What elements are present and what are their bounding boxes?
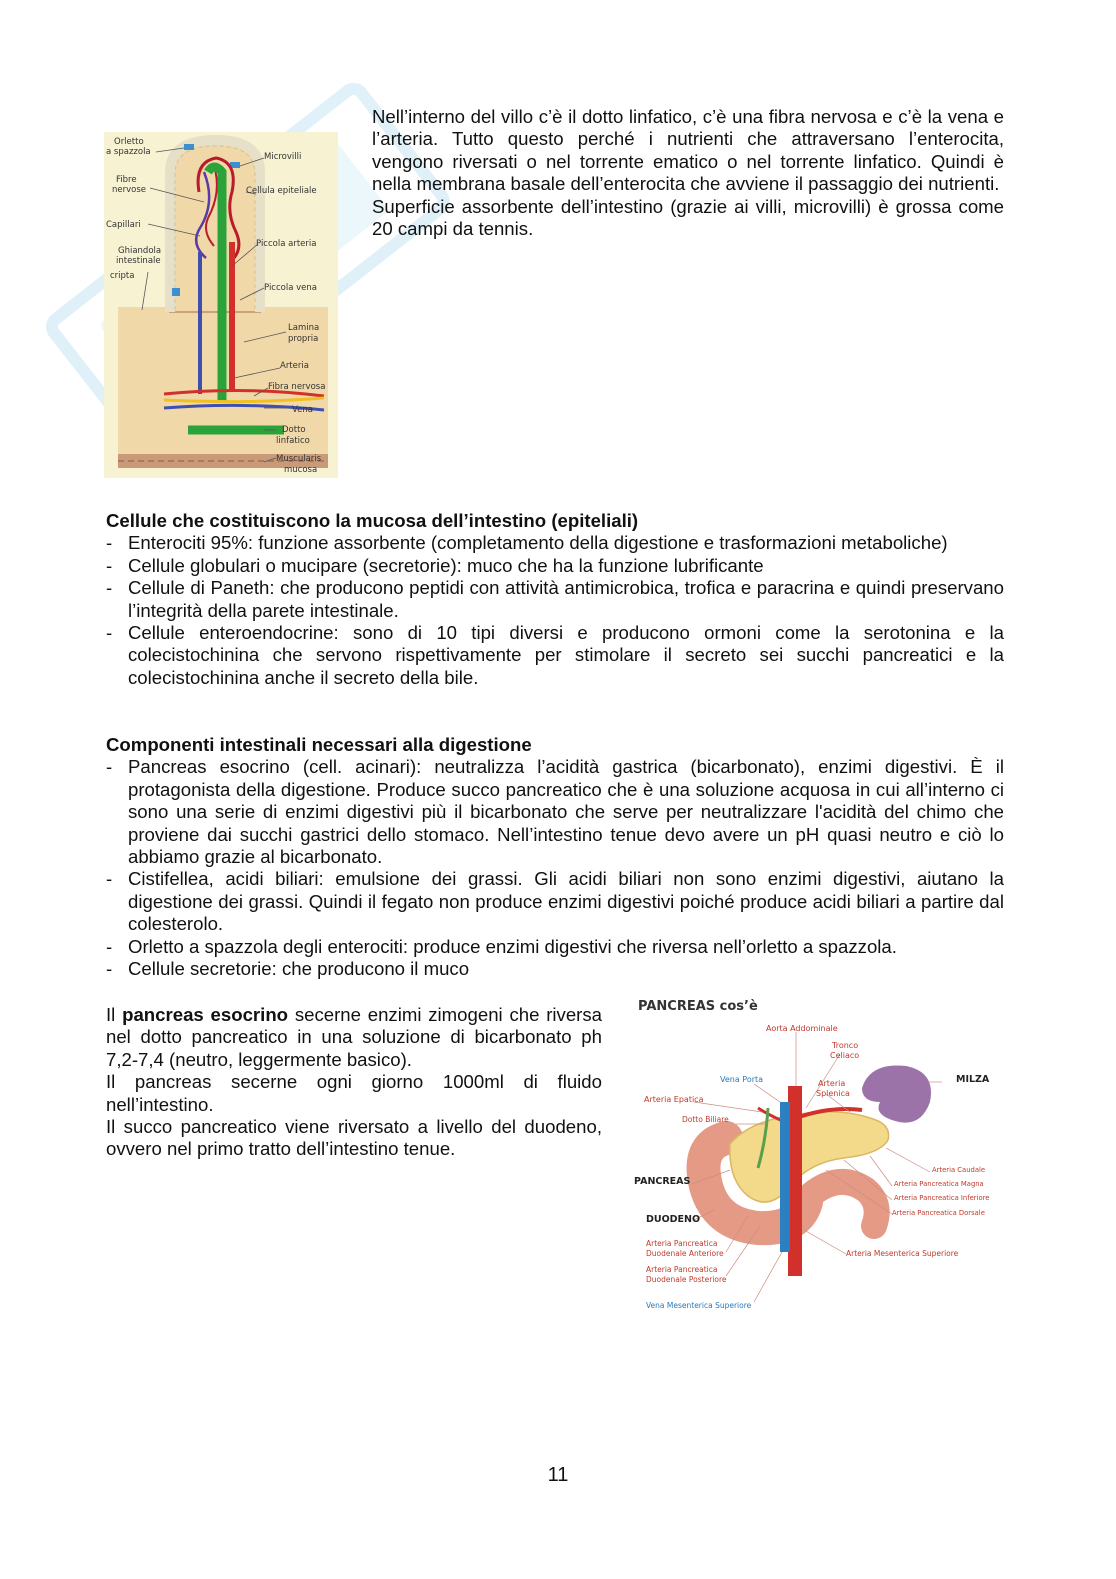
label-ant: Duodenale Anteriore: [646, 1249, 724, 1258]
list-item: - Enterociti 95%: funzione assorbente (completamento della digestione e trasformazioni metaboliche): [106, 532, 948, 554]
label-mes-sup-v: Vena Mesenterica Superiore: [646, 1301, 752, 1310]
label-fibre: nervose: [112, 185, 146, 195]
villus-anatomy-figure: [104, 132, 338, 478]
component-list: [106, 756, 1004, 980]
intro-paragraph: Superficie assorbente dell’intestino (grazie ai villi, microvilli) è grossa come 20 campi da tennis.: [372, 195, 1004, 240]
label-caudale: Arteria Caudale: [932, 1166, 986, 1174]
intro-paragraph: Nell’interno del villo c’è il dotto linfatico, c’è una fibra nervosa e c’è la vena e l’arteria. Tutto questo perché i nutrienti che attraversano l’enterocita, vengono riversati o nel torrente ematico o nel torrente linfatico. Quindi è nella membrana basale dell’enterocita che avviene il passaggio dei nutrienti.: [372, 106, 1004, 195]
label-fibre: Fibre: [116, 175, 137, 185]
pancreas-anatomy-figure: [630, 990, 1002, 1320]
label-muscularis: mucosa: [284, 465, 318, 475]
label-orletto: a spazzola: [106, 147, 151, 157]
label-biliare: Dotto Biliare: [682, 1115, 729, 1124]
label-vena-porta: Vena Porta: [720, 1075, 764, 1084]
section-title: Cellule che costituiscono la mucosa dell’intestino (epiteliali): [106, 510, 639, 531]
pancreas-paragraphs: [106, 1004, 602, 1161]
label-cripta: cripta: [110, 271, 135, 281]
label-tronco: Tronco: [832, 1041, 859, 1050]
list-item: - Cistifellea, acidi biliari: emulsione dei grassi. Gli acidi biliari non sono enzimi digestivi, aiutano la digestione dei grassi. Quindi il fegato non produce enzimi digestivi poiché produce acidi biliari a partire dal colesterolo.: [106, 868, 1004, 935]
page-number: 11: [547, 1464, 569, 1486]
section-title: Componenti intestinali necessari alla digestione: [106, 734, 532, 755]
label-ant: Arteria Pancreatica: [646, 1239, 718, 1248]
label-dotto: Dotto: [282, 425, 306, 435]
label-microvilli: Microvilli: [264, 152, 302, 162]
section-digestive-components: [106, 734, 1004, 980]
label-duodeno: DUODENO: [646, 1214, 701, 1225]
bold-term: pancreas esocrino: [122, 1004, 289, 1025]
label-inferiore: Arteria Pancreatica Inferiore: [894, 1194, 990, 1202]
intro-text: [372, 106, 1004, 240]
list-item: - Pancreas esocrino (cell. acinari): neutralizza l’acidità gastrica (bicarbonato), enzimi digestivi. È il protagonista della digestione. Produce succo pancreatico che è una soluzione acquosa in cui all’interno ci sono una serie di enzimi digestivi più il bicarbonato che serve per neutralizzare l'acidità del chimo che proviene dai succhi gastrici dello stomaco. Nell’intestino tenue devo avere un pH quasi neutro e ciò lo abbiamo grazie al bicarbonato.: [106, 756, 1004, 868]
label-milza: MILZA: [956, 1074, 990, 1085]
list-item: - Cellule globulari o mucipare (secretorie): muco che ha la funzione lubrificante: [106, 554, 764, 576]
pancreas-paragraph: Il succo pancreatico viene riversato a livello del duodeno, ovvero nel primo tratto dell’intestino tenue.: [106, 1116, 602, 1160]
label-capillari: Capillari: [106, 220, 141, 230]
pancreas-paragraph: Il pancreas secerne ogni giorno 1000ml di fluido nell’intestino.: [106, 1071, 602, 1115]
list-item: - Cellule di Paneth: che producono peptidi con attività antimicrobica, trofica e paracrina e quindi preservano l’integrità della parete intestinale.: [106, 577, 1004, 621]
pancreas-paragraph: Il pancreas esocrino secerne enzimi zimogeni che riversa nel dotto pancreatico in una soluzione di bicarbonato ph 7,2-7,4 (neutro, leggermente basico).: [106, 1004, 603, 1070]
label-muscularis: Muscularis: [276, 454, 322, 464]
label-magna: Arteria Pancreatica Magna: [894, 1180, 984, 1188]
label-splenica: Splenica: [816, 1089, 850, 1098]
label-piccola-vena: Piccola vena: [264, 283, 317, 293]
label-dotto: linfatico: [276, 436, 310, 446]
figure-title: PANCREAS cos’è: [638, 999, 758, 1014]
label-arteria: Arteria: [280, 361, 309, 371]
cell-list: [106, 532, 1004, 689]
label-post: Arteria Pancreatica: [646, 1265, 718, 1274]
list-item: - Cellule enteroendocrine: sono di 10 tipi diversi e producono ormoni come la serotonina e la colecistochinina che servono rispettivamente per stimolare il secreto sei succhi pancreatici e la colecistochinina anche il secreto della bile.: [106, 622, 1004, 688]
label-dorsale: Arteria Pancreatica Dorsale: [892, 1209, 985, 1217]
label-post: Duodenale Posteriore: [646, 1275, 727, 1284]
label-lamina: Lamina: [288, 323, 320, 333]
list-item: - Orletto a spazzola degli enterociti: produce enzimi digestivi che riversa nell’orletto a spazzola.: [106, 935, 897, 957]
label-fibra-nervosa: Fibra nervosa: [268, 382, 326, 392]
label-aorta: Aorta Addominale: [766, 1024, 838, 1033]
label-piccola-arteria: Piccola arteria: [256, 239, 317, 249]
label-orletto: Orletto: [114, 137, 144, 147]
label-vena: Vena: [292, 405, 313, 415]
label-epatica: Arteria Epatica: [644, 1095, 704, 1104]
list-item: - Cellule secretorie: che producono il muco: [106, 958, 470, 980]
section-epithelial-cells: [106, 510, 1004, 689]
label-ghiandola: Ghiandola: [118, 246, 162, 256]
label-ghiandola: intestinale: [116, 256, 161, 266]
label-tronco: Celiaco: [830, 1051, 860, 1060]
label-mes-sup-a: Arteria Mesenterica Superiore: [846, 1249, 959, 1258]
label-splenica: Arteria: [818, 1079, 846, 1088]
label-pancreas: PANCREAS: [634, 1176, 691, 1187]
label-cellula-epiteliale: Cellula epiteliale: [246, 186, 317, 196]
label-lamina: propria: [288, 334, 319, 344]
